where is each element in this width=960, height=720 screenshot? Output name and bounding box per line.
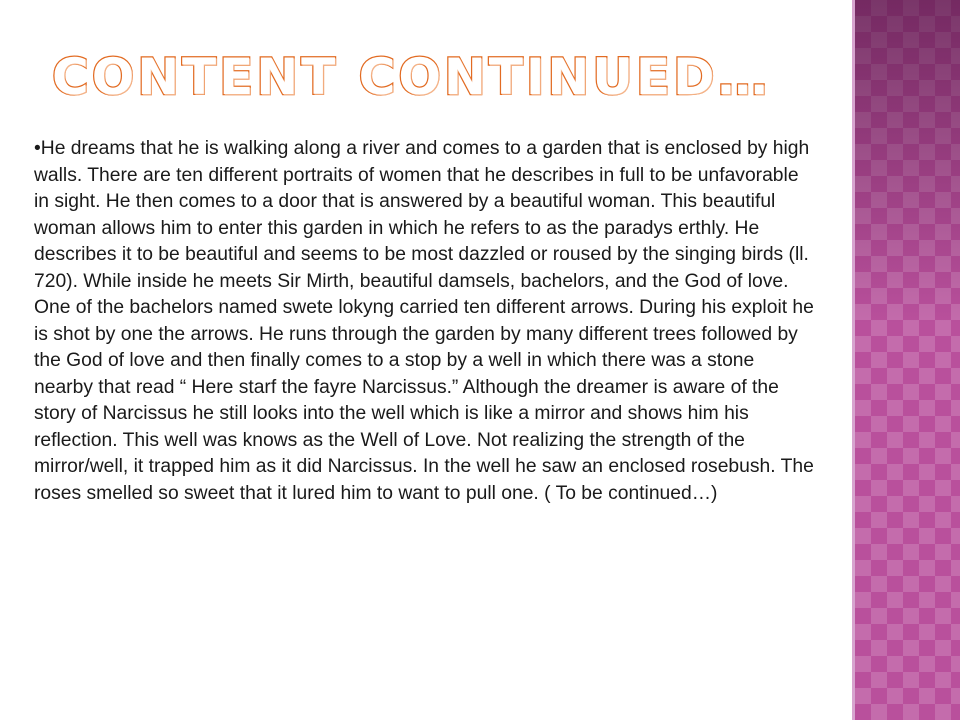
slide-title: CONTENT CONTINUED… bbox=[52, 48, 771, 106]
bullet-text: He dreams that he is walking along a river and comes to a garden that is enclosed by high walls. There are ten different portraits of women that he describes in full to be unfavorable in sight. He then comes to a door that is answered by a beautiful woman. This beautiful woman allows him to enter this garden in which he refers to as the paradys erthly. He describes it to be beautiful and seems to be most dazzled or roused by the singing birds (ll. 720). While inside he meets Sir Mirth, beautiful damsels, bachelors, and the God of love. One of the bachelors named swete lokyng carried ten different arrows. During his exploit he is shot by one the arrows. He runs through the garden by many different trees followed by the God of love and then finally comes to a stop by a well in which there was a stone nearby that read “ Here starf the fayre Narcissus.” Although the dreamer is aware of the story of Narcissus he still looks into the well which is like a mirror and shows him his reflection. This well was knows as the Well of Love. Not realizing the strength of the mirror/well, it trapped him as it did Narcissus. In the well he saw an enclosed rosebush. The roses smelled so sweet that it lured him to want to pull one. ( To be continued…) bbox=[34, 138, 814, 504]
bullet-marker: • bbox=[34, 138, 41, 159]
bullet-paragraph bbox=[34, 136, 814, 507]
decorative-side-band bbox=[855, 0, 960, 720]
slide-body bbox=[34, 136, 814, 507]
